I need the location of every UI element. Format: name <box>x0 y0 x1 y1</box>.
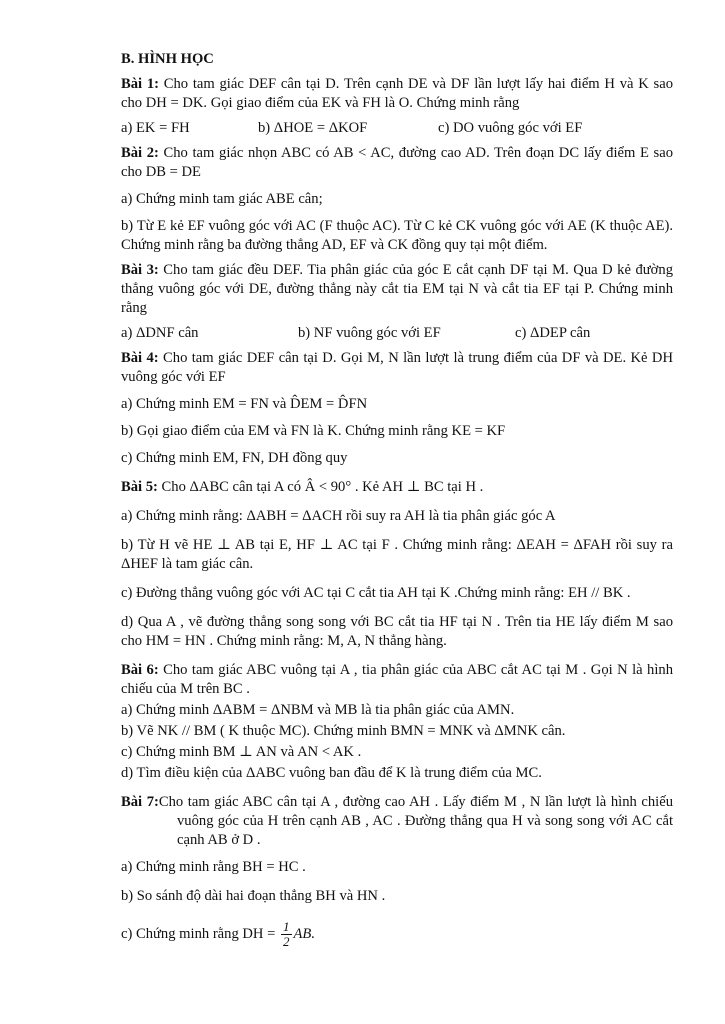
problem-1-part-c: c) DO vuông góc với EF <box>438 120 583 136</box>
problem-5-part-a: a) Chứng minh rằng: ΔABH = ΔACH rồi suy ra AH là tia phân giác góc A <box>121 508 556 524</box>
problem-5-part-c: c) Đường thẳng vuông góc với AC tại C cắt tia AH tại K .Chứng minh rằng: EH // BK . <box>121 585 631 601</box>
problem-5-text: Cho ΔABC cân tại A có Â < 90° . Kẻ AH ⊥ BC tại H . <box>157 479 484 495</box>
problem-3 <box>121 261 673 318</box>
problem-1-part-b: b) ΔHOE = ΔKOF <box>258 120 368 136</box>
problem-5-part-b: b) Từ H vẽ HE ⊥ AB tại E, HF ⊥ AC tại F . Chứng minh rằng: ΔEAH = ΔFAH rồi suy ra ΔHEF là tam giác cân. <box>121 537 673 572</box>
problem-7-label: Bài 7: <box>121 794 159 810</box>
problem-2 <box>121 144 673 182</box>
problem-4-label: Bài 4: <box>121 350 159 366</box>
problem-2-part-b: b) Từ E kẻ EF vuông góc với AC (F thuộc AC). Từ C kẻ CK vuông góc với AE (K thuộc AE). Chứng minh rằng ba đường thẳng AD, EF và CK đồng quy tại một điểm. <box>121 218 673 253</box>
problem-5-label: Bài 5: <box>121 479 158 495</box>
problem-3-part-b: b) NF vuông góc với EF <box>298 325 441 341</box>
document-page <box>121 50 673 949</box>
problem-4-part-a: a) Chứng minh EM = FN và D̂EM = D̂FN <box>121 396 368 412</box>
problem-6 <box>121 661 673 699</box>
problem-1-label: Bài 1: <box>121 76 160 92</box>
problem-1 <box>121 75 673 113</box>
problem-3-part-c: c) ΔDEP cân <box>515 325 591 341</box>
problem-4-part-c: c) Chứng minh EM, FN, DH đồng quy <box>121 450 348 466</box>
problem-7-part-c-text: c) Chứng minh rằng DH = <box>121 925 280 942</box>
problem-1-parts <box>121 119 673 138</box>
problem-3-part-a: a) ΔDNF cân <box>121 325 199 341</box>
problem-7-part-c <box>121 920 673 949</box>
problem-1-text: Cho tam giác DEF cân tại D. Trên cạnh DE và DF lần lượt lấy hai điểm H và K sao cho DH = DK. Gọi giao điểm của EK và FH là O. Chứng minh rằng <box>121 76 674 111</box>
problem-4-part-b: b) Gọi giao điểm của EM và FN là K. Chứng minh rằng KE = KF <box>121 423 506 439</box>
fraction-denominator: 2 <box>283 934 290 949</box>
problem-1-part-a: a) EK = FH <box>121 120 190 136</box>
problem-6-part-d: d) Tìm điều kiện của ΔABC vuông ban đầu để K là trung điểm của MC. <box>121 765 542 781</box>
problem-7-part-c-after: AB. <box>293 925 315 942</box>
problem-6-part-a: a) Chứng minh ΔABM = ΔNBM và MB là tia phân giác của AMN. <box>121 702 515 718</box>
section-heading: B. HÌNH HỌC <box>121 51 214 67</box>
problem-6-text: Cho tam giác ABC vuông tại A , tia phân giác của ABC cắt AC tại M . Gọi N là hình chiếu của M trên BC . <box>121 662 673 697</box>
problem-6-label: Bài 6: <box>121 662 159 678</box>
problem-5 <box>121 478 673 497</box>
fraction <box>281 920 292 949</box>
problem-6-part-b: b) Vẽ NK // BM ( K thuộc MC). Chứng minh BMN = MNK và ΔMNK cân. <box>121 723 566 739</box>
fraction-numerator: 1 <box>283 919 290 934</box>
problem-7-part-a: a) Chứng minh rằng BH = HC . <box>121 859 306 875</box>
problem-7 <box>121 793 673 850</box>
problem-6-part-c: c) Chứng minh BM ⊥ AN và AN < AK . <box>121 744 362 760</box>
problem-2-part-a: a) Chứng minh tam giác ABE cân; <box>121 191 323 207</box>
problem-3-parts <box>121 324 673 343</box>
problem-5-part-d: d) Qua A , vẽ đường thẳng song song với BC cắt tia HF tại N . Trên tia HE lấy điểm M sao cho HM = HN . Chứng minh rằng: M, A, N thẳng hàng. <box>121 614 673 649</box>
problem-7-part-b: b) So sánh độ dài hai đoạn thẳng BH và HN . <box>121 888 386 904</box>
problem-4-text: Cho tam giác DEF cân tại D. Gọi M, N lần lượt là trung điểm của DF và DE. Kẻ DH vuông góc với EF <box>121 350 674 385</box>
problem-4 <box>121 349 673 387</box>
problem-3-label: Bài 3: <box>121 262 159 278</box>
problem-7-text: Cho tam giác ABC cân tại A , đường cao AH . Lấy điểm M , N lần lượt là hình chiếu vuông góc của H trên cạnh AB , AC . Đường thẳng qua H và song song với AC cắt cạnh AB ở D . <box>158 794 674 848</box>
problem-3-text: Cho tam giác đều DEF. Tia phân giác của góc E cắt cạnh DF tại M. Qua D kẻ đường thẳng vuông góc với DE, đường thẳng này cắt tia EM tại N và cắt tia EF tại P. Chứng minh rằng <box>121 262 673 316</box>
problem-2-label: Bài 2: <box>121 145 159 161</box>
problem-2-text: Cho tam giác nhọn ABC có AB < AC, đường cao AD. Trên đoạn DC lấy điểm E sao cho DB = DE <box>121 145 674 180</box>
